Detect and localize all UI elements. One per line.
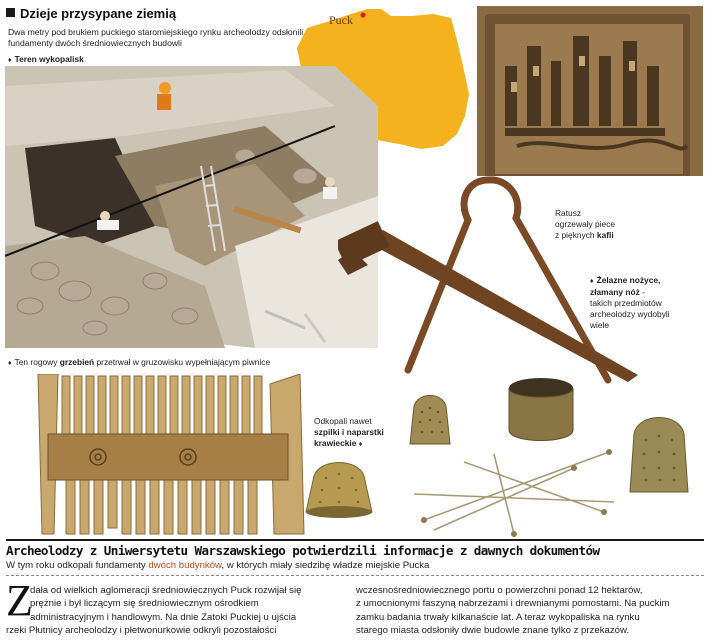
thimble-3-photo [302,456,376,520]
excavation-illustration [5,66,378,348]
lead-highlight: dwóch budynków [148,560,222,571]
lead-divider [6,575,704,576]
article-line: z umocnionymi faszyną nabrzeżami i drewnianymi pomostami. Na puckim [356,598,670,610]
caption-comb: ♦ Ten rogowy grzebień przetrwał w gruzowisku wypełniającym piwnice [8,357,271,367]
bullet-icon: ♦ [8,360,12,367]
article-title [6,6,176,21]
article-line: rzeki Płutnicy archeolodzy i płetwonurkowie odkryli pozostałości [6,625,277,637]
article-line: prężnie i był liczącym się średniowiecznym ośrodkiem [30,598,259,610]
pins-illustration [404,442,624,538]
article-line: wczesnośredniowiecznego portu o powierzchni ponad 12 hektarów, [356,585,643,596]
ring-photo [506,376,576,444]
lead-paragraph: W tym roku odkopali fundamenty dwóch budynków, w których miały siedzibę władze miejskie Pucka [6,560,430,571]
caption-scissors-line2: złamany nóż - [590,287,645,297]
pins-photo [404,442,624,538]
map-label-puck: Puck [329,13,353,27]
caption-scissors-line5: wiele [590,320,610,330]
comb-photo [18,374,306,536]
ring-illustration [506,376,576,444]
caption-tile-line3: z pięknych kafli [555,230,614,240]
caption-scissors-line3: takich przedmiotów [590,298,662,308]
article-column-1 [6,584,330,638]
article-column-2 [356,584,706,638]
caption-scissors-line4: archeolodzy wydobyli [590,309,670,319]
caption-tile-line2: ogrzewały piece [555,219,616,229]
bullet-icon: ♦ [8,57,12,64]
comb-illustration [18,374,306,536]
thimble-3-illustration [302,456,376,520]
bullet-icon: ♦ [590,278,594,285]
title-square-icon [6,8,15,17]
thimble-2-photo [626,410,692,496]
bullet-icon: ♦ [358,441,363,448]
caption-pins [314,416,384,450]
drop-cap: Z [6,576,33,625]
caption-tile-line1: Ratusz [555,208,582,218]
article-line: starego miasta odsłoniły dwie budowle znane tylko z przekazów. [356,625,630,637]
thimble-1-photo [404,388,456,448]
thimble-2-illustration [626,410,692,496]
article-line: administracyjnym i handlowym. Na dnie Zatoki Puckiej u ujścia [30,611,297,623]
caption-scissors [590,275,670,331]
article-title-text: Dzieje przysypane ziemią [20,6,177,21]
caption-excavation: ♦ Teren wykopalisk [8,54,84,64]
puck-marker-icon [360,12,365,17]
caption-pins-line2: szpilki i naparstki [314,427,384,437]
excavation-photo [5,66,378,348]
article-line: dała od wielkich aglomeracji średniowiecznych Puck rozwijał się [30,585,302,596]
headline-rule [6,539,704,541]
thimble-1-illustration [404,388,456,448]
caption-pins-line3: krawieckie ♦ [314,438,363,448]
article-subtitle: Dwa metry pod brukiem puckiego staromiejskiego rynku archeolodzy odsłonili fundamenty dwóch średniowiecznych budowli [8,27,304,48]
article-line: zamku badania trwały kilkanaście lat. A teraz wykopaliska na rynku [356,611,640,623]
caption-scissors-line1: ♦ Żelazne nożyce, [590,275,661,285]
stove-tile-illustration [477,6,703,192]
stove-tile-photo [477,6,703,192]
headline: Archeolodzy z Uniwersytetu Warszawskiego potwierdzili informacje z dawnych dokumentów [6,543,600,558]
caption-pins-line1: Odkopali nawet [314,416,372,426]
